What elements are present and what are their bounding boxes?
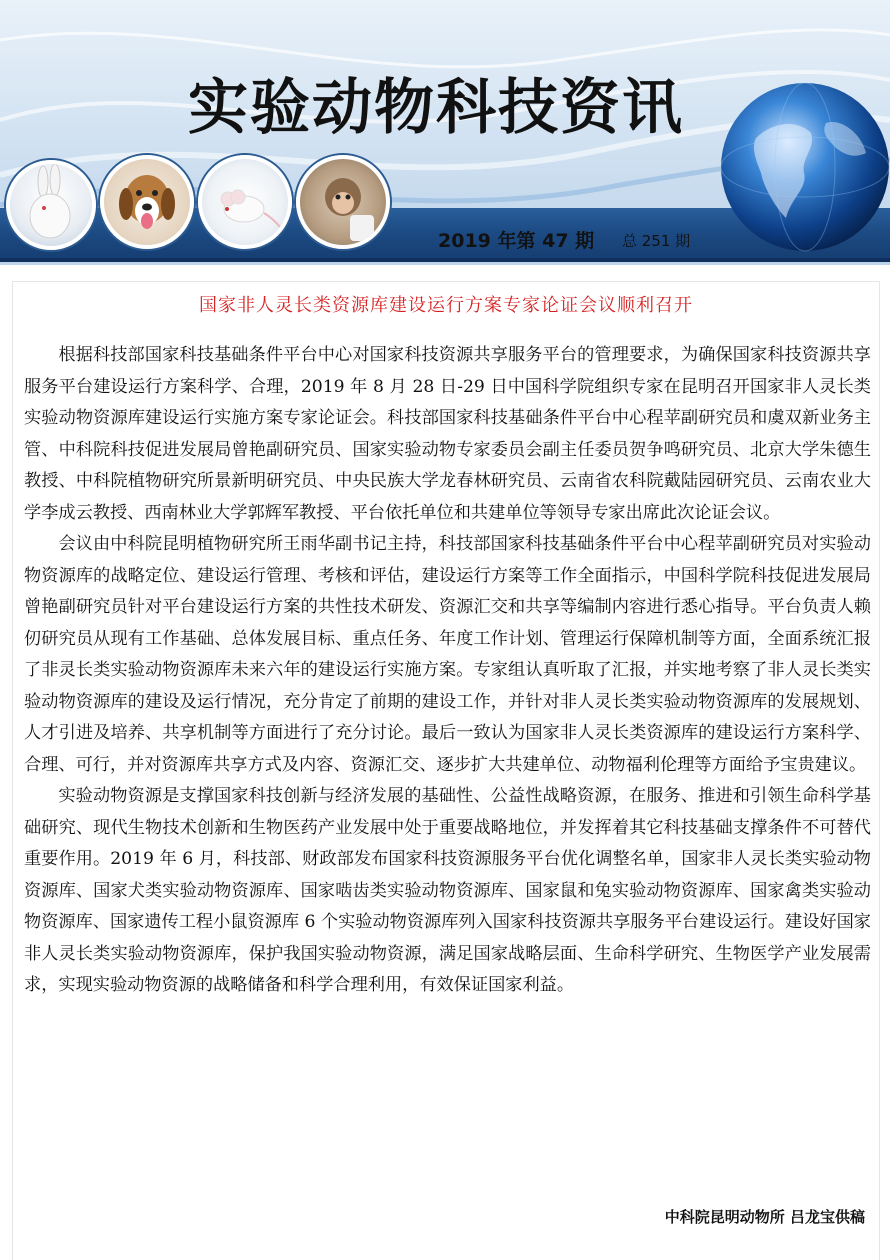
dog-icon	[104, 159, 190, 245]
mouse-icon	[202, 159, 288, 245]
banner-divider	[0, 258, 890, 262]
paragraph: 会议由中科院昆明植物研究所王雨华副书记主持，科技部国家科技基础条件平台中心程苹副研究员对实验动物资源库的战略定位、建设运行管理、考核和评估，建设运行方案等工作全面指示，中国科学院科技促进发展局曾艳副研究员针对平台建设运行方案的共性技术研发、资源汇交和共享等编制内容进行悉心指导。平台负责人赖仞研究员从现有工作基础、总体发展目标、重点任务、年度工作计划、管理运行保障机制等方面，全面系统汇报了非灵长类实验动物资源库未来六年的建设运行实施方案。专家组认真听取了汇报，并实地考察了非人灵长类实验动物资源库的建设及运行情况，充分肯定了前期的建设工作，并针对非人灵长类实验动物资源库的发展规划、人才引进及培养、共享机制等方面进行了充分讨论。最后一致认为国家非人灵长类资源库的建设运行方案科学、合理、可行，并对资源库共享方式及内容、资源汇交、逐步扩大共建单位、动物福利伦理等方面给予宝贵建议。	[24, 534, 871, 775]
rabbit-photo	[6, 160, 96, 250]
paragraph: 实验动物资源是支撑国家科技创新与经济发展的基础性、公益性战略资源，在服务、推进和引领生命科学基础研究、现代生物技术创新和生物医药产业发展中处于重要战略地位，并发挥着其它科技基础支撑条件不可替代重要作用。2019 年 6 月，科技部、财政部发布国家科技资源服务平台优化调整名单，国家非人灵长类实验动物资源库、国家犬类实验动物资源库、国家啮齿类实验动物资源库、国家鼠和兔实验动物资源库、国家禽类实验动物资源库、国家遗传工程小鼠资源库 6 个实验动物资源库列入国家科技资源共享服务平台建设运行。建设好国家非人灵长类实验动物资源库，保护我国实验动物资源，满足国家战略层面、生命科学研究、生物医学产业发展需求，实现实验动物资源的战略储备和科学合理利用，有效保证国家利益。	[24, 786, 871, 995]
globe-image	[716, 78, 890, 256]
author-byline: 中科院昆明动物所 吕龙宝供稿	[664, 1208, 865, 1226]
rabbit-icon	[10, 164, 92, 246]
globe-icon	[716, 78, 890, 256]
total-issue-count: 总 251 期	[622, 232, 691, 250]
monkey-photo	[296, 155, 390, 249]
article-title: 国家非人灵长类资源库建设运行方案专家论证会议顺利召开	[199, 295, 693, 316]
monkey-icon	[300, 159, 386, 245]
white-mouse-photo	[198, 155, 292, 249]
beagle-photo	[100, 155, 194, 249]
masthead-banner	[0, 0, 890, 265]
article-panel	[12, 281, 880, 1260]
newsletter-title: 实验动物科技资讯	[188, 73, 684, 143]
article-body	[24, 340, 871, 1002]
paragraph: 根据科技部国家科技基础条件平台中心对国家科技资源共享服务平台的管理要求，为确保国家科技资源共享服务平台建设运行方案科学、合理，2019 年 8 月 28 日-29 日中国科学院组织专家在昆明召开国家非人灵长类实验动物资源库建设运行实施方案专家论证会。科技部国家科技基础条件平台中心程苹副研究员和虞双新业务主管、中科院科技促进发展局曾艳副研究员、国家实验动物专家委员会副主任委员贺争鸣研究员、北京大学朱德生教授、中科院植物研究所景新明研究员、中央民族大学龙春林研究员、云南省农科院戴陆园研究员、云南农业大学李成云教授、西南林业大学郭辉军教授、平台依托单位和共建单位等领导专家出席此次论证会议。	[24, 345, 871, 523]
issue-number: 2019 年第 47 期	[438, 230, 595, 252]
